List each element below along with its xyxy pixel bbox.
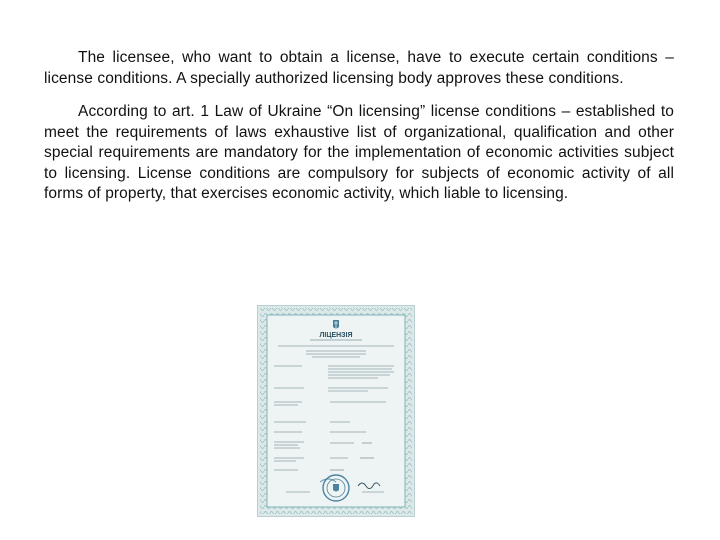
certificate-graphic <box>258 306 414 516</box>
paragraph-law-definition: According to art. 1 Law of Ukraine “On licensing” license conditions – established to meet the requirements of laws exhaustive list of organizational, qualification and other special requirements are mandatory for the implementation of economic activities subject to licensing. License conditions are compulsory for subjects of economic activity of all forms of property, that exercises economic activity, which liable to licensing. <box>44 103 674 202</box>
paragraph-license-conditions: The licensee, who want to obtain a license, have to execute certain conditions – license conditions. A specially authorized licensing body approves these conditions. <box>44 49 674 87</box>
license-certificate-image <box>258 306 414 516</box>
certificate-title: ЛІЦЕНЗІЯ <box>319 332 353 339</box>
coat-of-arms-icon <box>333 320 339 329</box>
text-content <box>44 48 674 218</box>
